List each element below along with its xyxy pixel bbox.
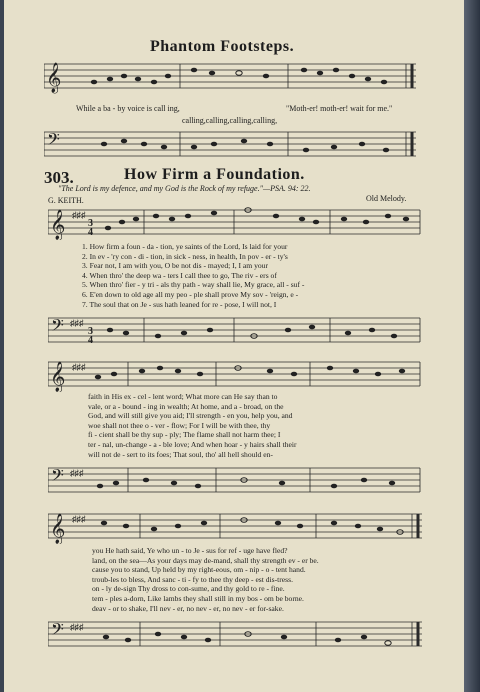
svg-text:3: 3: [88, 218, 93, 229]
verse-line: will not de - sert to its foes; That soul, tho' all hell should en-: [88, 449, 273, 459]
hymn-epigraph: "The Lord is my defence, and my God is the Rock of my refuge."—PSA. 94: 22.: [58, 184, 311, 193]
prev-lyrics-line: While a ba - by voice is call ing,: [76, 104, 180, 113]
svg-text:3: 3: [88, 326, 93, 337]
verse-line: faith in His ex - cel - lent word; What more can He say than to: [88, 392, 278, 401]
prev-bass-staff: [44, 128, 424, 162]
prev-lyrics-right: "Moth-er! moth-er! wait for me.": [286, 104, 393, 113]
svg-text:♯♯♯: ♯♯♯: [72, 362, 86, 372]
verse-line: 4. When thro' the deep wa - ters I call thee to go, The riv - ers of: [82, 270, 277, 280]
system2-verses: [88, 392, 297, 459]
svg-text:𝄢: 𝄢: [51, 621, 64, 643]
verse-line: 7. The soul that on Je - sus hath leaned for re - pose, I will not, I: [82, 299, 277, 309]
svg-text:♯♯♯: ♯♯♯: [72, 514, 86, 524]
verse-line: 2. In ev - 'ry con - di - tion, in sick - ness, in health, In pov - er - ty's: [82, 251, 288, 261]
verse-line: troub-les to bless, And sanc - ti - fy to thee thy deep - est dis-tress.: [92, 574, 293, 584]
verse-line: 5. When thro' fier - y tri - als thy path - way shall lie, My grace, all - suf -: [82, 280, 305, 290]
verse-line: 6. E'en down to old age all my peo - ple shall prove My sov - 'reign, e -: [82, 289, 299, 299]
verse-line: 3. Fear not, I am with you, O be not dis - mayed; I, I am your: [82, 261, 269, 271]
verse-line: woe shall not thee o - ver - flow; For I will be with thee, thy: [88, 420, 271, 430]
verse-line: God, and will still give you aid; I'll strength - en you, help you, and: [88, 411, 293, 421]
prev-lyrics-calling: calling,calling,calling,calling,: [182, 116, 278, 125]
verse-line: 1. How firm a foun - da - tion, ye saints of the Lord, Is laid for your: [82, 242, 288, 251]
system1-bass-staff: [48, 312, 424, 348]
svg-text:♯♯♯: ♯♯♯: [70, 468, 84, 478]
svg-text:4: 4: [88, 227, 93, 238]
verse-line: vale, or a - bound - ing in wealth; At home, and a - broad, on the: [88, 401, 284, 411]
svg-text:4: 4: [88, 335, 93, 346]
system2-bass-staff: [48, 462, 424, 498]
verse-line: tem - ples a-dorn, Like lambs they shall still in my bos - om be borne.: [92, 593, 304, 603]
verse-line: ter - nal, un-change - a - ble love; And when hoar - y hairs shall their: [88, 439, 297, 449]
prev-treble-staff: [44, 60, 424, 94]
verse-line: deav - or to shake, I'll nev - er, no nev - er, no nev - er for-sake.: [92, 603, 284, 613]
svg-text:𝄞: 𝄞: [50, 514, 66, 543]
book-spine: [464, 0, 480, 692]
svg-text:♯♯♯: ♯♯♯: [72, 210, 86, 220]
hymnal-page: [4, 0, 464, 692]
svg-text:𝄢: 𝄢: [51, 317, 64, 339]
hymn-tune: Old Melody.: [366, 194, 407, 203]
system3-treble-staff: [48, 508, 428, 544]
system3-verses: [92, 546, 319, 613]
svg-text:𝄞: 𝄞: [50, 362, 66, 391]
verse-line: on - ly de-sign Thy dross to con-sume, and thy gold to re - fine.: [92, 584, 285, 594]
verse-line: you He hath said, Ye who un - to Je - sus for ref - uge have fled?: [92, 546, 288, 555]
system1-treble-staff: [48, 204, 424, 240]
svg-text:𝄞: 𝄞: [50, 210, 66, 239]
hymn-author: G. KEITH.: [48, 196, 84, 205]
verse-line: land, on the sea—As your days may de-mand, shall thy strength ev - er be.: [92, 555, 319, 565]
svg-text:𝄢: 𝄢: [47, 131, 60, 153]
hymn-title: How Firm a Foundation.: [124, 166, 305, 183]
system1-verses: [82, 242, 304, 309]
svg-text:𝄢: 𝄢: [51, 467, 64, 489]
system3-bass-staff: [48, 616, 428, 652]
verse-line: cause you to stand, Up held by my right-eous, om - nip - o - tent hand.: [92, 565, 306, 575]
svg-text:♯♯♯: ♯♯♯: [70, 622, 84, 632]
hymn-number: 303.: [44, 168, 74, 187]
svg-text:♯♯♯: ♯♯♯: [70, 318, 84, 328]
system2-treble-staff: [48, 356, 424, 392]
prev-hymn-title: Phantom Footsteps.: [150, 38, 295, 55]
svg-text:𝄞: 𝄞: [46, 63, 62, 92]
verse-line: fi - cient shall be thy sup - ply; The flame shall not harm thee; I: [88, 430, 281, 440]
